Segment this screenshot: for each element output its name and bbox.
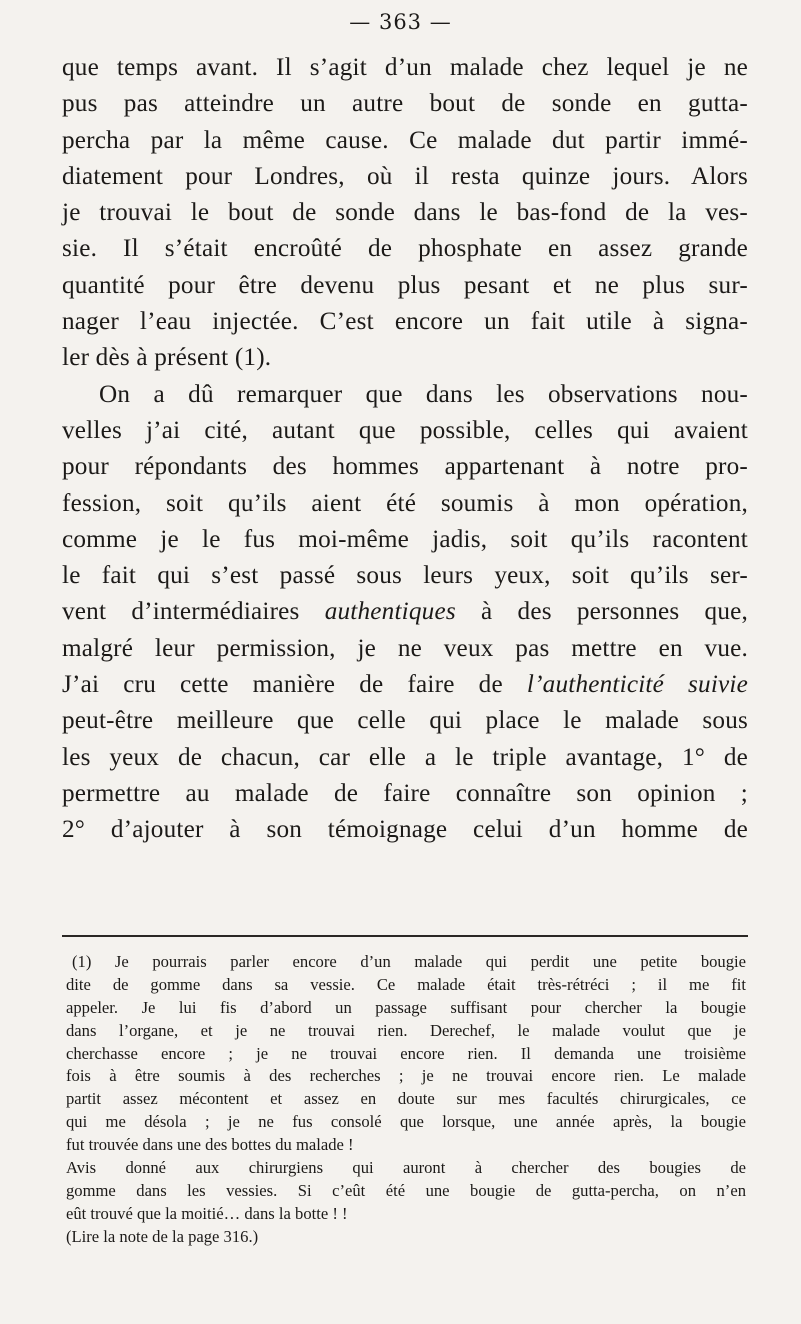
text-line: les yeux de chacun, car elle a le triple avantage, 1° de — [62, 743, 748, 771]
italic-term: authentiques — [324, 598, 456, 626]
text-segment: à des personnes que, — [481, 598, 748, 626]
text-line-with-italic — [62, 594, 748, 630]
text-line: ler dès à présent (1). — [62, 344, 272, 372]
text-line: pus pas atteindre un autre bout de sonde en gutta- — [62, 90, 748, 118]
footnote-line: dans l’organe, et je ne trouvai rien. Derechef, le malade voulut que je — [66, 1020, 746, 1040]
footnote-line: dite de gomme dans sa vessie. Ce malade était très-rétréci ; il me fit — [66, 974, 746, 994]
footnote-line: gomme dans les vessies. Si c’eût été une bougie de gutta-percha, on n’en — [66, 1180, 746, 1200]
text-line: que temps avant. Il s’agit d’un malade chez lequel je ne — [62, 54, 748, 81]
text-line: sie. Il s’était encroûté de phosphate en assez grande — [62, 235, 748, 263]
footnote-line: (1) Je pourrais parler encore d’un malade qui perdit une petite bougie — [72, 952, 746, 971]
text-line: 2° d’ajouter à son témoignage celui d’un homme de — [62, 816, 748, 844]
text-line: fession, soit qu’ils aient été soumis à mon opération, — [62, 489, 748, 517]
text-segment: J’ai cru cette manière de faire de — [62, 671, 503, 699]
text-line: nager l’eau injectée. C’est encore un fait utile à signa- — [62, 308, 748, 336]
footnote — [66, 951, 746, 1249]
text-line: peut-être meilleure que celle qui place le malade sous — [62, 707, 748, 735]
footnote-line: fois à être soumis à des recherches ; je ne trouvai encore rien. Le malade — [66, 1066, 746, 1086]
text-line: comme je le fus moi-même jadis, soit qu’ils racontent — [62, 525, 748, 553]
footnote-line: fut trouvée dans une des bottes du malade ! — [66, 1135, 354, 1155]
text-line: le fait qui s’est passé sous leurs yeux, soit qu’ils ser- — [62, 562, 748, 590]
text-line-with-italic — [62, 667, 748, 703]
text-line: pour répondants des hommes appartenant à notre pro- — [62, 453, 748, 481]
footnote-line: (Lire la note de la page 316.) — [66, 1226, 259, 1246]
text-line: permettre au malade de faire connaître son opinion ; — [62, 779, 748, 807]
footnote-line: partit assez mécontent et assez en doute sur mes facultés chirurgicales, ce — [66, 1089, 746, 1109]
footnote-line: appeler. Je lui fis d’abord un passage suffisant pour chercher la bougie — [66, 997, 746, 1017]
footnote-line: Avis donné aux chirurgiens qui auront à chercher des bougies de — [66, 1158, 746, 1178]
italic-term: l’authenticité suivie — [526, 671, 748, 699]
footnote-line: cherchasse encore ; je ne trouvai encore rien. Il demanda une troisième — [66, 1043, 746, 1063]
paragraph-first-line: On a dû remarquer que dans les observations nou- — [99, 380, 748, 408]
text-line: malgré leur permission, je ne veux pas mettre en vue. — [62, 634, 748, 662]
text-line: percha par la même cause. Ce malade dut partir immé- — [62, 126, 748, 154]
main-text — [62, 50, 748, 849]
text-line: diatement pour Londres, où il resta quinze jours. Alors — [62, 162, 748, 190]
page-number-header: — 363 — — [349, 10, 452, 34]
text-segment: vent d’intermédiaires — [62, 598, 300, 626]
footnote-line: qui me désola ; je ne fus consolé que lorsque, une année après, la bougie — [66, 1112, 746, 1132]
footnote-separator — [62, 935, 748, 937]
text-line: velles j’ai cité, autant que possible, celles qui avaient — [62, 416, 748, 444]
text-line: je trouvai le bout de sonde dans le bas-fond de la ves- — [62, 199, 748, 227]
text-line: quantité pour être devenu plus pesant et ne plus sur- — [62, 271, 748, 299]
footnote-line: eût trouvé que la moitié… dans la botte ! ! — [66, 1203, 348, 1223]
